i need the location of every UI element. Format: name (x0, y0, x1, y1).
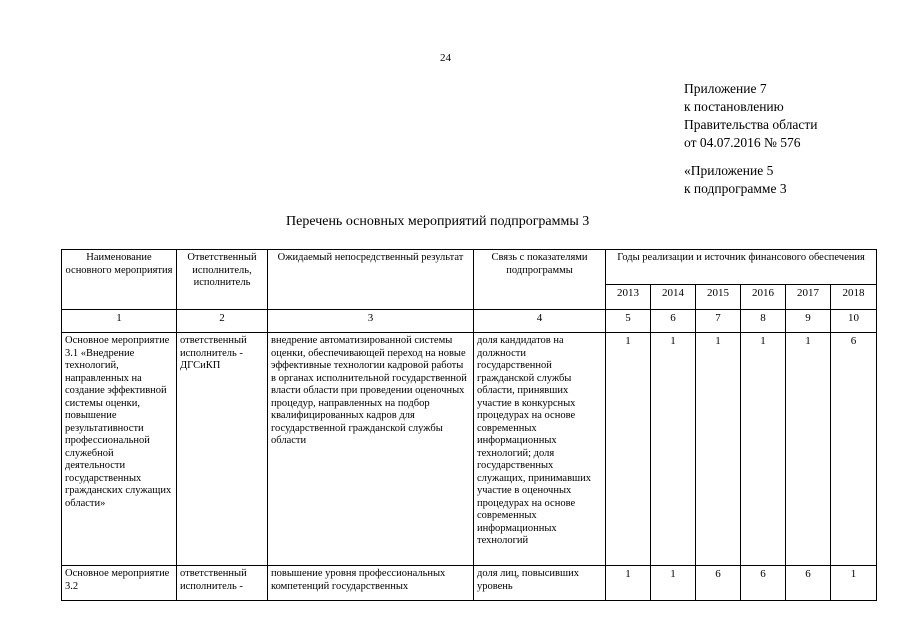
activity-result: повышение уровня профессиональных компетенций государственных (268, 566, 474, 601)
appendix-block (684, 80, 817, 152)
column-number: 6 (651, 310, 696, 333)
table-row (62, 333, 877, 566)
column-number: 9 (786, 310, 831, 333)
header-responsible: Ответственный исполнитель, исполнитель (177, 250, 268, 310)
header-result: Ожидаемый непосредственный результат (268, 250, 474, 310)
value-cell: 1 (651, 333, 696, 566)
activity-result: внедрение автоматизированной системы оценки, обеспечивающей переход на новые эффективные технологии кадровой работы в органах исполнительной государственной власти области при проведении оценочных процедур, направленных на подбор квалифицированных кадров для государственной гражданской службы области (268, 333, 474, 566)
column-number: 8 (741, 310, 786, 333)
year-cell: 2013 (606, 285, 651, 310)
header-row (62, 250, 877, 285)
activities-table (61, 249, 877, 601)
column-number: 5 (606, 310, 651, 333)
year-cell: 2016 (741, 285, 786, 310)
appendix-line: к постановлению (684, 99, 784, 114)
subappendix-line: «Приложение 5 (684, 163, 774, 178)
appendix-line: Правительства области (684, 117, 818, 132)
header-indicators: Связь с показателями подпрограммы (474, 250, 606, 310)
year-cell: 2014 (651, 285, 696, 310)
year-cell: 2017 (786, 285, 831, 310)
value-cell: 1 (741, 333, 786, 566)
activity-responsible: ответственный исполнитель - (177, 566, 268, 601)
column-number: 1 (62, 310, 177, 333)
document-title: Перечень основных мероприятий подпрограммы 3 (286, 214, 590, 229)
activity-name: Основное мероприятие 3.2 (62, 566, 177, 601)
value-cell: 1 (651, 566, 696, 601)
page-number: 24 (440, 52, 451, 64)
table-row (62, 566, 877, 601)
year-cell: 2015 (696, 285, 741, 310)
value-cell: 6 (741, 566, 786, 601)
value-cell: 1 (606, 566, 651, 601)
value-cell: 6 (696, 566, 741, 601)
value-cell: 1 (696, 333, 741, 566)
value-cell: 6 (831, 333, 877, 566)
value-cell: 6 (786, 566, 831, 601)
activity-responsible: ответственный исполнитель - ДГСиКП (177, 333, 268, 566)
value-cell: 1 (786, 333, 831, 566)
activity-indicators: доля лиц, повысивших уровень (474, 566, 606, 601)
column-numbers-row (62, 310, 877, 333)
header-name: Наименование основного мероприятия (62, 250, 177, 310)
activity-indicators: доля кандидатов на должности государственной гражданской службы области, принявших участие в конкурсных процедурах на основе современных информационных технологий; доля государственных служащих, принимавших участие в оценочных процедурах на основе современных информационных технологий (474, 333, 606, 566)
appendix-line: Приложение 7 (684, 81, 767, 96)
year-cell: 2018 (831, 285, 877, 310)
column-number: 3 (268, 310, 474, 333)
appendix-line: от 04.07.2016 № 576 (684, 135, 801, 150)
header-years-group: Годы реализации и источник финансового обеспечения (606, 250, 877, 285)
value-cell: 1 (606, 333, 651, 566)
subappendix-line: к подпрограмме 3 (684, 181, 787, 196)
column-number: 2 (177, 310, 268, 333)
column-number: 7 (696, 310, 741, 333)
column-number: 10 (831, 310, 877, 333)
activity-name: Основное мероприятие 3.1 «Внедрение технологий, направленных на создание эффективной системы оценки, повышение результативности профессиональной служебной деятельности государственных гражданских служащих области» (62, 333, 177, 566)
value-cell: 1 (831, 566, 877, 601)
column-number: 4 (474, 310, 606, 333)
subappendix-block (684, 162, 787, 198)
